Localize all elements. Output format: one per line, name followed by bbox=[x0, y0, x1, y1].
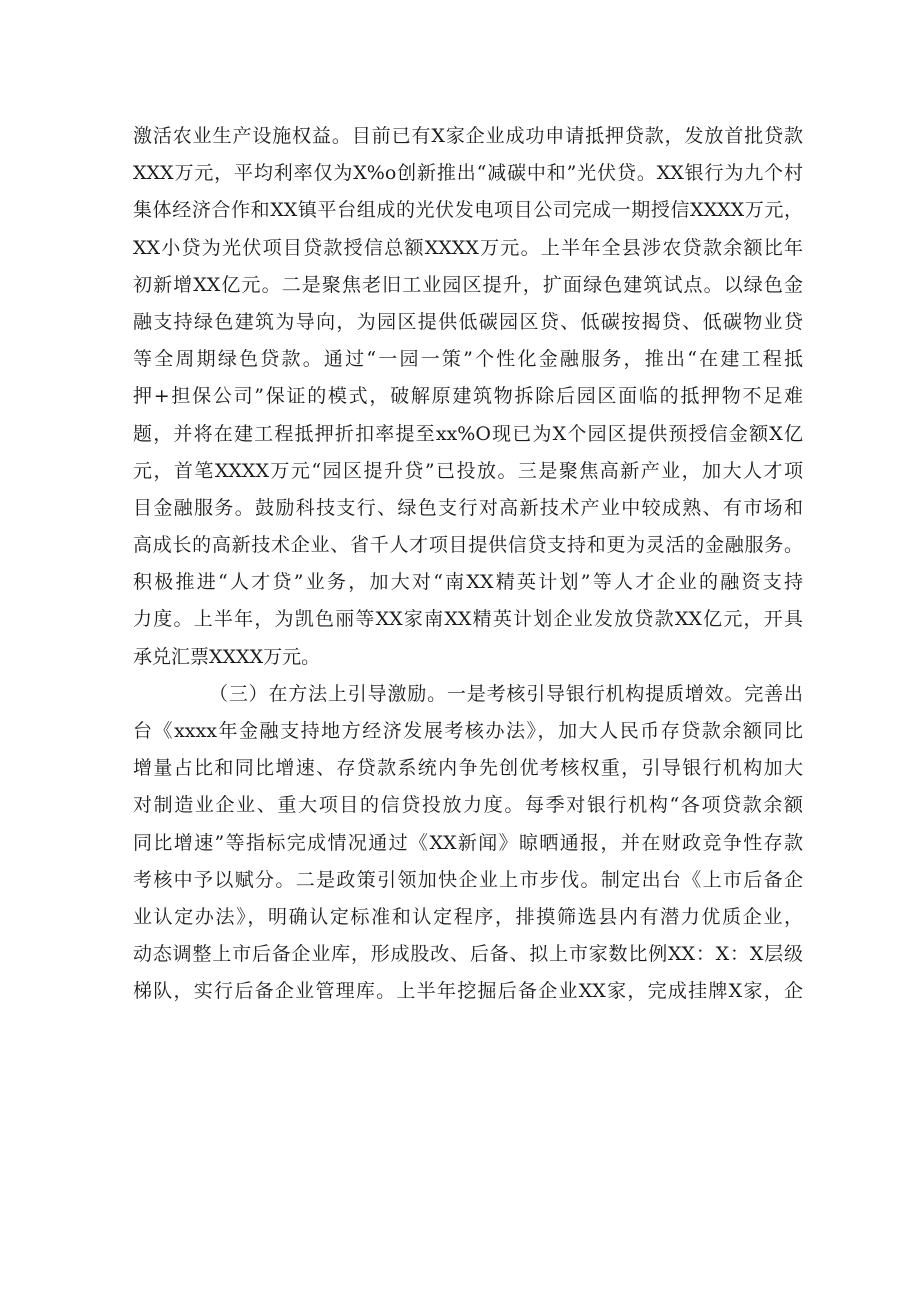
text-line: 押+担保公司”保证的模式，破解原建筑物拆除后园区面临的抵押物不足难 bbox=[133, 385, 803, 408]
text-line: 集体经济合作和XX镇平台组成的光伏发电项目公司完成一期授信XXXX万元， bbox=[133, 199, 803, 222]
text-line: XXX万元，平均利率仅为X%o创新推出“减碳中和”光伏贷。XX银行为九个村 bbox=[133, 162, 803, 185]
text-line: 积极推进“人才贷”业务，加大对“南XX精英计划”等人才企业的融资支持 bbox=[133, 571, 803, 594]
text-line: 激活农业生产设施权益。目前已有X家企业成功申请抵押贷款，发放首批贷款 bbox=[133, 125, 803, 147]
text-line: 对制造业企业、重大项目的信贷投放力度。每季对银行机构“各项贷款余额 bbox=[133, 794, 803, 817]
document-body bbox=[133, 118, 803, 1011]
text-line: 高成长的高新技术企业、省千人才项目提供信贷支持和更为灵活的金融服务。 bbox=[133, 534, 803, 557]
text-line: 融支持绿色建筑为导向，为园区提供低碳园区贷、低碳按揭贷、低碳物业贷 bbox=[133, 310, 803, 333]
section-heading-line: （三）在方法上引导激励。一是考核引导银行机构提质增效。完善出 bbox=[209, 682, 803, 705]
text-line: 题，并将在建工程抵押折扣率提至xx%O现已为X个园区提供预授信金额X亿 bbox=[133, 422, 803, 445]
text-line: 同比增速”等指标完成情况通过《XX新闻》晾晒通报，并在财政竞争性存款 bbox=[133, 831, 803, 854]
text-line: XX小贷为光伏项目贷款授信总额XXXX万元。上半年全县涉农贷款余额比年 bbox=[133, 236, 803, 259]
text-line: 元，首笔XXXX万元“园区提升贷”已投放。三是聚焦高新产业，加大人才项 bbox=[133, 459, 803, 482]
text-line: 梯队，实行后备企业管理库。上半年挖掘后备企业XX家，完成挂牌X家，企 bbox=[133, 980, 803, 1003]
paragraph-last-line: 承兑汇票XXXX万元。 bbox=[133, 645, 321, 668]
text-line: 业认定办法》，明确认定标准和认定程序，排摸筛选县内有潜力优质企业， bbox=[133, 905, 803, 928]
text-line: 等全周期绿色贷款。通过“一园一策”个性化金融服务，推出“在建工程抵 bbox=[133, 348, 803, 371]
text-line: 目金融服务。鼓励科技支行、绿色支行对高新技术产业中较成熟、有市场和 bbox=[133, 496, 803, 519]
text-line: 力度。上半年，为凯色丽等XX家南XX精英计划企业发放贷款XX亿元，开具 bbox=[133, 608, 803, 631]
text-line: 动态调整上市后备企业库，形成股改、后备、拟上市家数比例XX：X：X层级 bbox=[133, 943, 803, 966]
text-line: 台《xxxx年金融支持地方经济发展考核办法》，加大人民币存贷款余额同比 bbox=[133, 720, 803, 742]
text-line: 初新增XX亿元。二是聚焦老旧工业园区提升，扩面绿色建筑试点。以绿色金 bbox=[133, 273, 803, 296]
text-line: 考核中予以赋分。二是政策引领加快企业上市步伐。制定出台《上市后备企 bbox=[133, 868, 803, 891]
text-line: 增量占比和同比增速、存贷款系统内争先创优考核权重，引导银行机构加大 bbox=[133, 757, 803, 780]
